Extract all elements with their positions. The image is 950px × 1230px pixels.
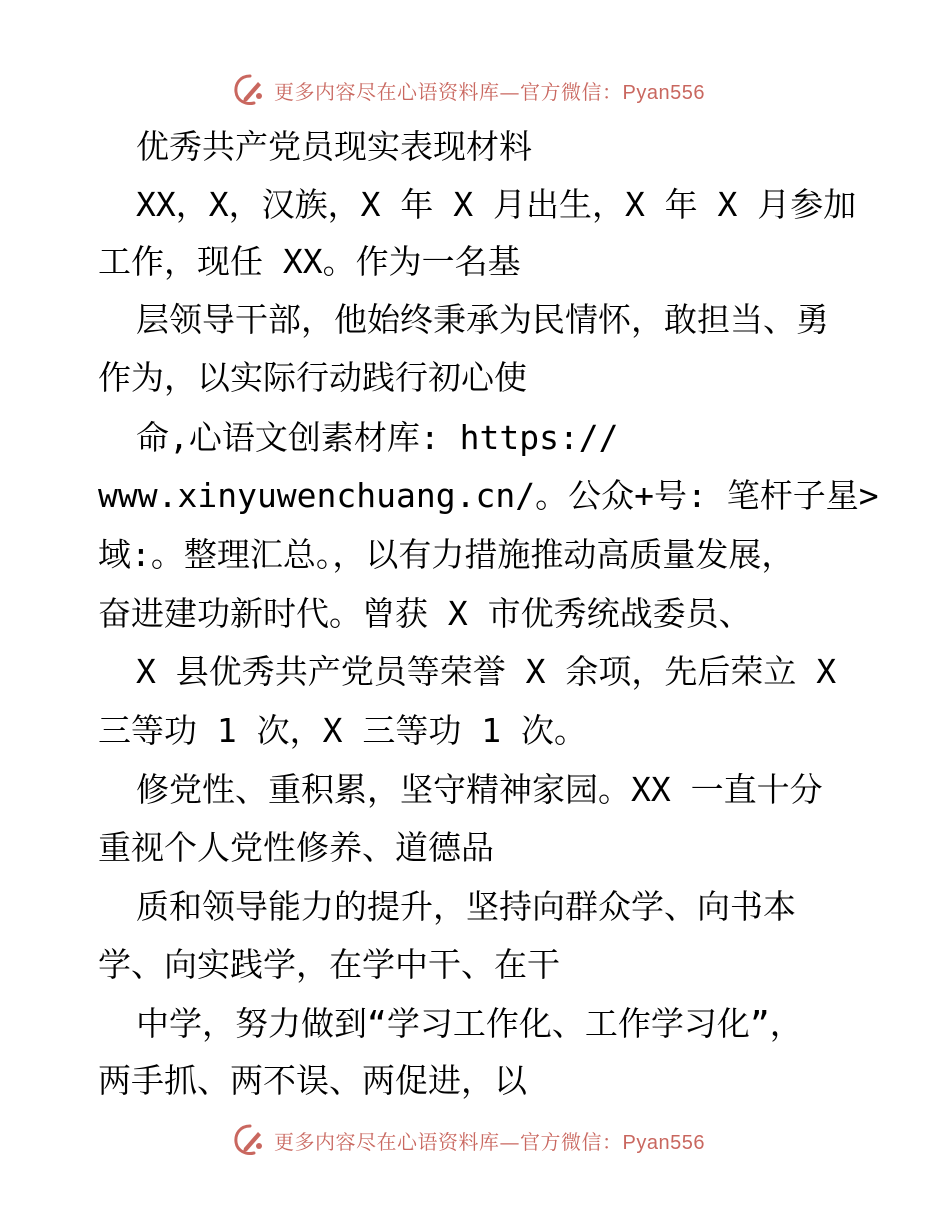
text-line: 重视个人党性修养、道德品 xyxy=(98,828,494,867)
text-line: 域:。整理汇总。，以有力措施推动高质量发展， xyxy=(98,535,795,574)
banner-wechat: 官方微信：Pyan556 xyxy=(520,1131,705,1154)
document-title: 优秀共产党员现实表现材料 xyxy=(136,127,532,166)
text-line: X 县优秀共产党员等荣誉 X 余项，先后荣立 X xyxy=(136,652,837,691)
text-line: 质和领导能力的提升，坚持向群众学、向书本 xyxy=(136,887,796,926)
text-line: 三等功 1 次，X 三等功 1 次。 xyxy=(98,711,587,750)
text-line: XX，X，汉族，X 年 X 月出生，X 年 X 月参加 xyxy=(136,185,857,224)
text-line: 工作，现任 XX。作为一名基 xyxy=(98,242,521,281)
text-line: 奋进建功新时代。曾获 X 市优秀统战委员、 xyxy=(98,594,752,633)
banner-dash: — xyxy=(499,79,520,104)
text-line: 命,心语文创素材库: https:// xyxy=(136,418,619,457)
pen-swirl-logo-icon xyxy=(232,1122,268,1158)
text-line-url: www.xinyuwenchuang.cn/。公众+号: 笔杆子星> xyxy=(98,476,879,515)
text-line: 作为，以实际行动践行初心使 xyxy=(98,358,527,397)
banner-site-name: 更多内容尽在心语资料库 xyxy=(274,79,500,104)
text-line: 中学，努力做到“学习工作化、工作学习化”， xyxy=(136,1004,803,1043)
text-line: 修党性、重积累，坚守精神家园。XX 一直十分 xyxy=(136,770,823,809)
banner-text xyxy=(274,1126,705,1155)
pen-swirl-logo-icon xyxy=(232,72,268,108)
header-banner xyxy=(232,70,705,110)
text-line: 两手抓、两不误、两促进，以 xyxy=(98,1061,527,1100)
text-line: 学、向实践学，在学中干、在干 xyxy=(98,945,560,984)
banner-text xyxy=(274,76,705,105)
banner-site-name: 更多内容尽在心语资料库 xyxy=(274,1129,500,1154)
banner-wechat: 官方微信：Pyan556 xyxy=(520,81,705,104)
text-line: 层领导干部，他始终秉承为民情怀，敢担当、勇 xyxy=(136,300,829,339)
banner-dash: — xyxy=(499,1129,520,1154)
footer-banner xyxy=(232,1120,705,1160)
